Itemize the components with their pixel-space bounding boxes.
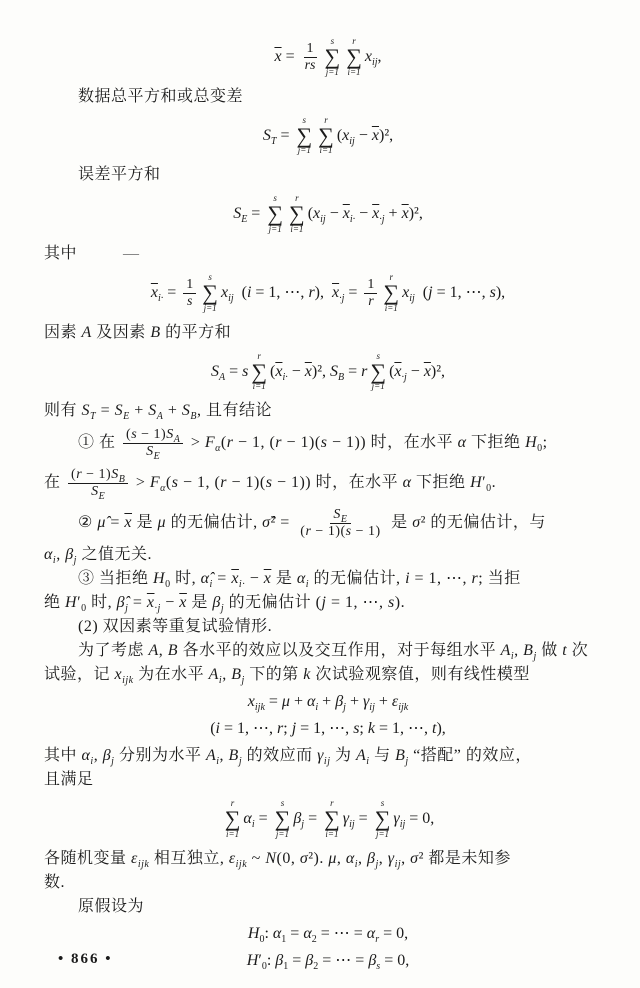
formula-h0-alpha: $H_0$: $\alpha_1 = \alpha_2$ = ⋯ = $\alpha_r = 0$,	[247, 925, 409, 946]
label-error-ss: 误差平方和	[78, 166, 161, 184]
item-2-estimates: ② μ̂ = $\overline{x}$ 是 μ 的无偏估计, σ̂² = $\frac{S_E}{(r - 1)(s - 1)}$ 是 σ² 的无偏估计，与	[78, 507, 546, 540]
heading-case-2: (2) 双因素等重复试验情形.	[78, 618, 273, 636]
para-effects-1: 其中 $\alpha_i$, $\beta_j$ 分别为水平 $A_i$, $B_j$ 的效应而 $\gamma_{ij}$ 为 $A_i$ 与 $B_j$ “搭配” 的效应，	[44, 747, 532, 768]
formula-grand-mean: $\overline{x}$ = $\frac{1}{rs}$ s ∑ j=1 r ∑ i=1 $x_{ij}$,	[274, 36, 382, 77]
label-total-sum-of-squares: 数据总平方和或总变差	[78, 87, 244, 105]
para-model-intro-1: 为了考虑 A, B 各水平的效应以及交互作用，对于每组水平 $A_i$, $B_j$ 做 t 次	[78, 642, 589, 663]
item-1-test-a: ① 在 $\frac{(s - 1)S_A}{S_E}$ > $F_\alpha(r - 1$, (r − 1)(s − 1)) 时，在水平 α 下拒绝 $H_0$;	[78, 427, 548, 462]
text-decomposition: 则有 $S_T = S_E + S_A + S_B$, 且有结论	[44, 402, 273, 423]
formula-h0-beta: $H'_0$: $\beta_1 = \beta_2$ = ⋯ = $\beta_s = 0$,	[246, 952, 410, 973]
label-factor-ss: 因素 A 及因素 B 的平方和	[44, 323, 232, 341]
item-1-test-b: 在 $\frac{(r - 1)S_B}{S_E}$ > $F_\alpha(s - 1$, (r − 1)(s − 1)) 时，在水平 α 下拒绝 $H'_0$.	[44, 467, 497, 502]
formula-linear-model: $x_{ijk} = \mu + \alpha_i + \beta_j + \gamma_{ij} + \varepsilon_{ijk}$	[247, 693, 409, 714]
formula-constraints: r ∑ i=1 $\alpha_i$ = s ∑ j=1 $\beta_j$ = r ∑ i=1 $\gamma_{ij}$ = s ∑ j=1 $\gamma_{ij} = 0$,	[224, 798, 435, 840]
item-3-cont: 绝 $H'_0$ 时, $\betâ_j = \overline{x}_{\cdot j} - \overline{x}$ 是 $\beta_j$ 的无偏估计 (j = 1, ⋯, s).	[44, 594, 406, 615]
page-number: • 866 •	[58, 951, 113, 967]
formula-row-col-means: $\overline{x}_{i\cdot}$ = $\frac{1}{s}$ s ∑ j=1 $x_{ij}$ (i = 1, ⋯, r), $\overline{x}_{\cdot j}$ = $\frac{1}{r}$ r ∑ i=1 $x_{ij}$ (j = 1, ⋯, s),	[150, 272, 506, 313]
item-3-estimates: ③ 当拒绝 $H_0$ 时, $\alphâ_i = \overline{x}_{i\cdot} - \overline{x}$ 是 $\alpha_i$ 的无偏估计, i = 1, ⋯, r; 当拒	[78, 570, 521, 591]
para-effects-2: 且满足	[44, 771, 94, 789]
para-random-vars-2: 数.	[44, 874, 66, 892]
formula-index-ranges: (i = 1, ⋯, r; j = 1, ⋯, s; k = 1, ⋯, t),	[210, 720, 446, 738]
formula-error-ss: $S_E$ = s ∑ j=1 r ∑ i=1 $(x_{ij} - \overline{x}_{i\cdot} - \overline{x}_{\cdot j} + \overline{x})^2$,	[233, 193, 423, 235]
formula-total-ss: $S_T$ = s ∑ j=1 r ∑ i=1 $(x_{ij} - \overline{x})^2$,	[262, 114, 394, 156]
para-model-intro-2: 试验，记 $x_{ijk}$ 为在水平 $A_i$, $B_j$ 下的第 k 次试验观察值，则有线性模型	[44, 666, 530, 687]
text-null-hypotheses: 原假设为	[78, 898, 145, 916]
formula-factor-ss: $S_A = s$ r ∑ i=1 $(\overline{x}_{i\cdot} - \overline{x})^2$, $S_B = r$ s ∑ j=1 $(\overline{x}_{\cdot j} - \overline{x})^2$,	[210, 350, 446, 392]
item-2-cont: $\alpha_i$, $\beta_j$ 之值无关.	[44, 546, 152, 567]
para-random-vars-1: 各随机变量 $\varepsilon_{ijk}$ 相互独立, $\varepsilon_{ijk}$ ~ N(0, σ²). μ, $\alpha_i$, $\beta_j$, $\gamma_{ij}$, σ² 都是未知参	[44, 850, 511, 871]
text-where: 其中 —	[44, 245, 140, 263]
